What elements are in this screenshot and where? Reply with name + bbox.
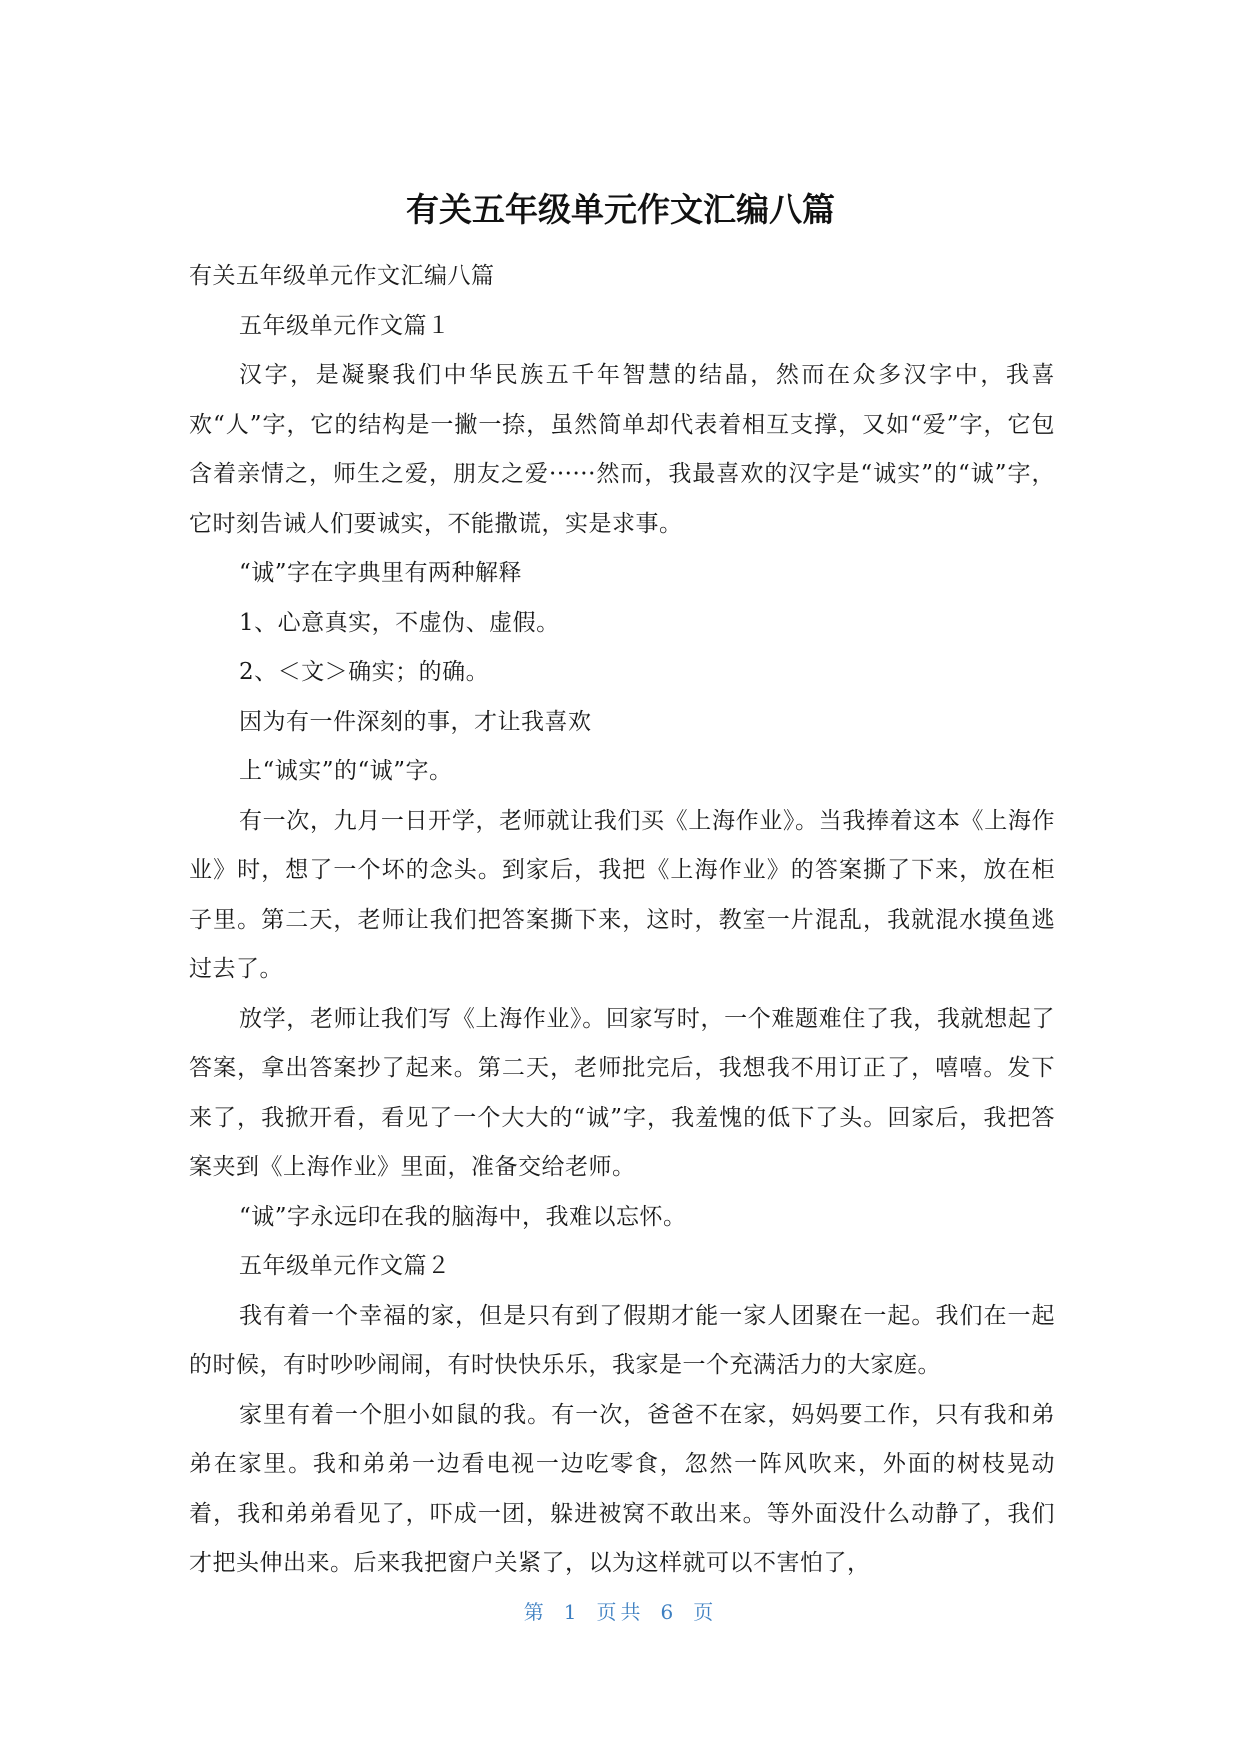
paragraph-heading-essay-2: 五年级单元作文篇２ (239, 1253, 451, 1279)
paragraph: 1、心意真实，不虚伪、虚假。 (239, 609, 560, 636)
paragraph: 我有着一个幸福的家，但是只有到了假期才能一家人团聚在一起。我们在一起的时候，有时吵吵闹闹，有时快快乐乐，我家是一个充满活力的大家庭。 (189, 1302, 1055, 1378)
paragraph-heading-essay-1: 五年级单元作文篇１ (239, 312, 451, 339)
footer-total-pages: 6 (660, 1600, 678, 1624)
paragraph: “诚”字在字典里有两种解释 (239, 560, 523, 586)
document-title: 有关五年级单元作文汇编八篇 (406, 190, 835, 229)
paragraph: “诚”字永远印在我的脑海中，我难以忘怀。 (239, 1203, 687, 1230)
paragraph-subtitle: 有关五年级单元作文汇编八篇 (189, 263, 495, 289)
page-footer (0, 1598, 1241, 1626)
paragraph: 有一次，九月一日开学，老师就让我们买《上海作业》。当我捧着这本《上海作业》时，想了一个坏的念头。到家后，我把《上海作业》的答案撕了下来，放在柜子里。第二天，老师让我们把答案撕下来，这时，教室一片混乱，我就混水摸鱼逃过去了。 (189, 807, 1055, 982)
footer-label-page: 第 (523, 1600, 548, 1624)
footer-label-page-of: 页共 (596, 1600, 645, 1624)
paragraph: 汉字，是凝聚我们中华民族五千年智慧的结晶，然而在众多汉字中，我喜欢“人”字，它的结构是一撇一捺，虽然简单却代表着相互支撑，又如“爱”字，它包含着亲情之，师生之爱，朋友之爱······然而，我最喜欢的汉字是“诚实”的“诚”字，它时刻告诫人们要诚实，不能撒谎，实是求事。 (189, 362, 1055, 537)
paragraph: 2、＜文＞确实；的确。 (239, 659, 490, 685)
footer-current-page: 1 (563, 1600, 581, 1624)
document-body (189, 252, 1055, 1589)
paragraph: 上“诚实”的“诚”字。 (239, 758, 453, 784)
paragraph: 家里有着一个胆小如鼠的我。有一次，爸爸不在家，妈妈要工作，只有我和弟弟在家里。我和弟弟一边看电视一边吃零食，忽然一阵风吹来，外面的树枝晃动着，我和弟弟看见了，吓成一团，躲进被窝不敢出来。等外面没什么动静了，我们才把头伸出来。后来我把窗户关紧了，以为这样就可以不害怕了， (189, 1401, 1055, 1576)
footer-label-pages: 页 (693, 1600, 718, 1624)
paragraph: 放学，老师让我们写《上海作业》。回家写时，一个难题难住了我，我就想起了答案，拿出答案抄了起来。第二天，老师批完后，我想我不用订正了，嘻嘻。发下来了，我掀开看，看见了一个大大的“诚”字，我羞愧的低下了头。回家后，我把答案夹到《上海作业》里面，准备交给老师。 (189, 1005, 1055, 1180)
paragraph: 因为有一件深刻的事，才让我喜欢 (239, 708, 592, 735)
